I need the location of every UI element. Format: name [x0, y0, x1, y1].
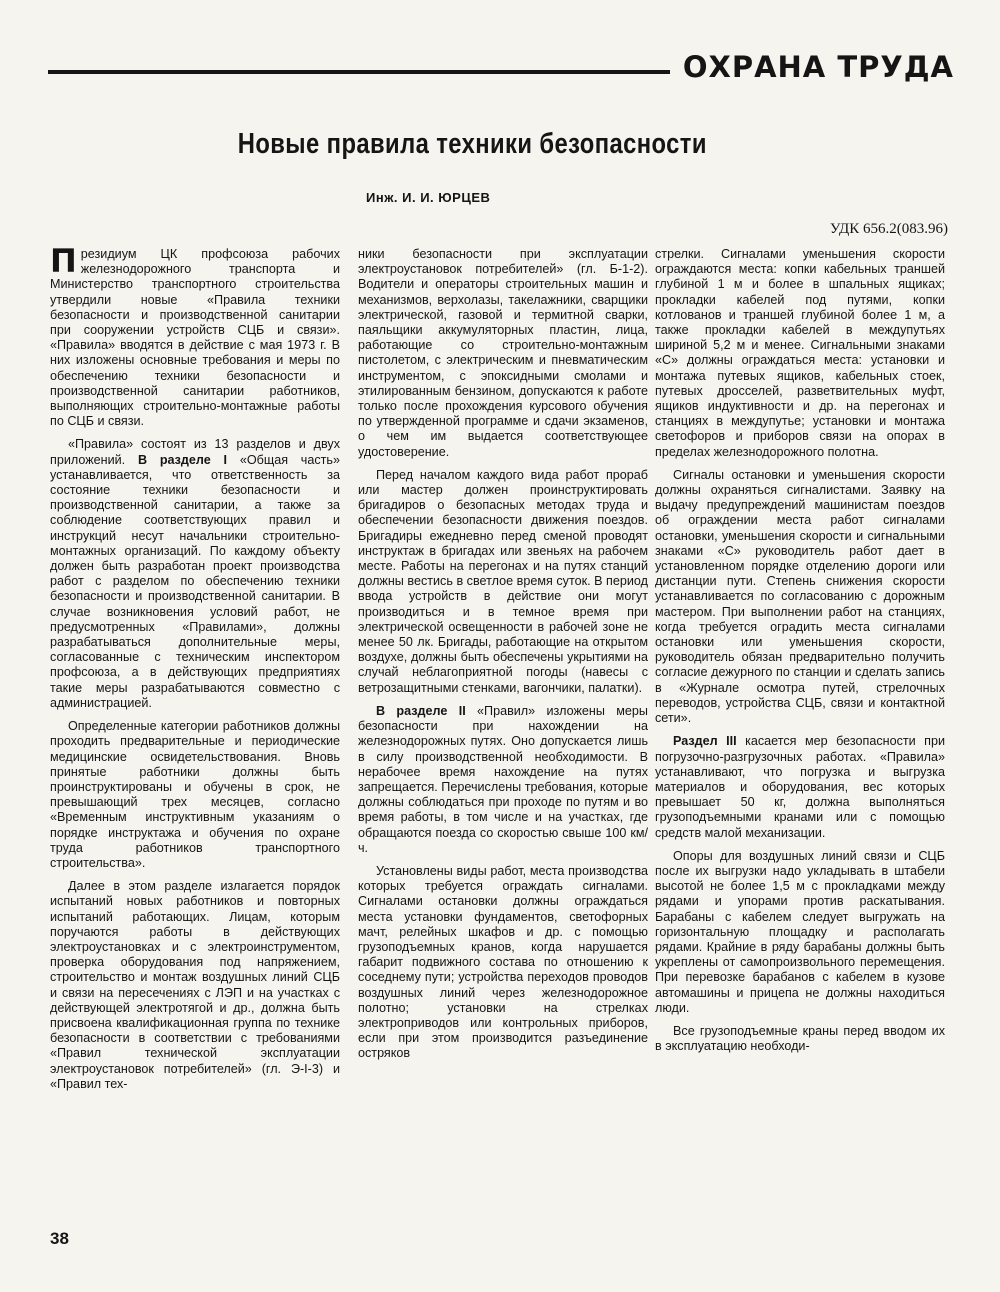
paragraph: Определенные категории работников должны проходить предварительные и периодические медицинские освидетельствования. Вновь принятые работники должны быть проинструктированы и обучены в срок, не превышающий трех месяцев, согласно «Временным инструктивным указаниям о порядке инструктажа и обучения по охране труда работников транспортного строительства». [50, 719, 340, 870]
paragraph-text: «Правил» изложены меры безопасности при нахождении на железнодорожных путях. Оно допускается лишь в силу производственной необходимости. В нерабочее время нахождение на путях запрещается. Перечислены требования, которые должны соблюдаться при проходе по путям и во время работы, в том числе и на участках, где обращаются поезда со скоростью свыше 100 км/ч. [358, 703, 648, 855]
paragraph: ники безопасности при эксплуатации электроустановок потребителей» (гл. Б-1-2). Водители и операторы строительных машин и механизмов, верхолазы, такелажники, сварщики электрической, газовой и термитной сварки, паяльщики аккумуляторных пластин, лица, работающие со строительно-монтажным пистолетом, с электрическим и пневматическим инструментом, с эпоксидными смолами и этилированным бензином, допускаются к работе только после прохождения курсового обучения по утвержденной программе и сдачи экзаменов, о чем им выдается соответствующее удостоверение. [358, 247, 648, 459]
paragraph: Все грузоподъемные краны перед вводом их в эксплуатацию необходи- [655, 1023, 945, 1054]
section-ref: Раздел III [673, 734, 737, 749]
header-rule [48, 70, 670, 74]
column-3 [655, 247, 945, 1237]
author: Инж. И. И. ЮРЦЕВ [366, 190, 491, 205]
page-number: 38 [50, 1229, 69, 1248]
paragraph: Перед началом каждого вида работ прораб или мастер должен проинструктировать бригадиров о безопасных методах труда и обеспечении безопасности движения поездов. Бригадиры ежедневно перед сменой проводят инструктаж в бригадах или звеньях на рабочем месте. Работы на перегонах и на путях станций должны вестись в светлое время суток. В период ввода устройств в действие они могут производиться и в темное время при электрической освещенности в рабочей зоне не менее 50 лк. Бригады, работающие на открытом воздухе, должны быть обеспечены укрытиями на случай неблагоприятной погоды (навесы с ветрозащитными стенками, вагончики, палатки). [358, 467, 648, 695]
section-ref: В разделе I [137, 452, 228, 467]
paragraph [655, 734, 945, 840]
paragraph [358, 704, 648, 856]
paragraph: Опоры для воздушных линий связи и СЦБ после их выгрузки надо укладывать в штабели высотой не более 1,5 м с прокладками между рядами и упорами против раскатывания. Барабаны с кабелем следует выгружать на горизонтальную площадку и располагать рядами. Крайние в ряду барабаны должны быть укреплены от самопроизвольного перемещения. При перевозке барабанов с кабелем в кузове автомашины и прицепа не должны находиться люди. [655, 848, 945, 1015]
paragraph-text: резидиум ЦК профсоюза рабочих железнодорожного транспорта и Министерство транспортного строительства утвердили новые «Правила техники безопасности и производственной санитарии при сооружении устройств СЦБ и связи». «Правила» вводятся в действие с мая 1973 г. В них изложены основные требования и меры по обеспечению техники безопасности и производственной санитарии работников, выполняющих строительно-монтажные работы по СЦБ и связи. [50, 247, 340, 429]
udk-code: УДК 656.2(083.96) [829, 221, 948, 237]
column-1 [50, 247, 340, 1237]
paragraph-text: касается мер безопасности при погрузочно-разгрузочных работах. «Правила» устанавливают, что погрузка и выгрузка материалов и оборудования, вес которых превышает 50 кг, должна выполняться грузоподъемными кранами или с помощью средств малой механизации. [655, 734, 945, 840]
paragraph [50, 437, 340, 711]
paragraph-text: «Общая часть» устанавливается, что ответственность за состояние техники безопасности и производственной санитарии, а также за соблюдение соответствующих правил и инструкций несут начальники строительно-монтажных организаций. По каждому объекту должен быть разработан проект производства работ с разделом по обеспечению техники безопасности и производственной санитарии. В случае возникновения условий работ, не предусмотренных «Правилами», должны разрабатываться дополнительные меры, согласованные с техническим инспектором профсоюза, а в действующих предприятиях такие меры разрабатываются совместно с администрацией. [50, 452, 340, 710]
paragraph-text: «Правила» состоят из 13 разделов и двух приложений. [50, 437, 340, 467]
section-ref: В разделе II [376, 703, 466, 718]
article-body [50, 247, 955, 1237]
paragraph: стрелки. Сигналами уменьшения скорости ограждаются места: копки кабельных траншей глубиной 1 м и более в шпальных ящиках; прокладки кабелей под путями, копки котлованов и траншей глубиной более 1 м, а также прокладки кабелей в междупутьях шириной 5,2 м и менее. Сигнальными знаками «С» должны ограждаться места: установки и монтажа путевых ящиков, кабельных стоек, путевых дросселей, разветвительных муфт, ящиков индуктивности и др. на перегонах и станциях в междупутье; установки и монтажа светофоров и приборов связи на опорах в пределах железнодорожного полотна. [655, 247, 945, 459]
column-2 [358, 247, 648, 1237]
drop-cap: П [50, 247, 77, 280]
paragraph [50, 247, 340, 429]
article-title: Новые правила техники безопасности [237, 128, 707, 160]
paragraph: Далее в этом разделе излагается порядок испытаний новых работников и повторных испытаний работающих. Лицам, которым поручаются работы в действующих электроустановках и с электроинструментом, проверка оборудования под напряжением, строительство и монтаж воздушных линий СЦБ и связи на пересечениях с ЛЭП и на участках с действующей электротягой и др., должна быть присвоена квалификационная группа по технике безопасности в соответствии с требованиями «Правил технической эксплуатации электроустановок потребителей» (гл. Э-I-3) и «Правил тех- [50, 879, 340, 1091]
paragraph: Установлены виды работ, места производства которых требуется ограждать сигналами. Сигналами остановки должны ограждаться места установки фундаментов, светофорных мачт, релейных шкафов и др. с помощью грузоподъемных кранов, когда нарушается габарит подвижного состава по отношению к соседнему пути; устройства переходов проводов воздушных линий через железнодорожное полотно; установки на стрелках электроприводов или контрольных приборов, если при этом производится разъединение остряков [358, 863, 648, 1061]
paragraph: Сигналы остановки и уменьшения скорости должны охраняться сигналистами. Заявку на выдачу предупреждений машинистам поездов об ограждении места работ сигналами остановки, уменьшения скорости и сигнальными знаками «С» руководитель работ дает в установленном порядке отделению дороги или дистанции пути. Степень снижения скорости устанавливается по согласованию с дорожным мастером. При выполнении работ на станциях, когда требуется оградить места сигналами остановки или уменьшения скорости, руководитель обязан предварительно получить согласие дежурного по станции и сделать запись в «Журнале осмотра путей, стрелочных переводов, устройства СЦБ, связи и контактной сети». [655, 467, 945, 726]
section-title: ОХРАНА ТРУДА [682, 50, 954, 84]
